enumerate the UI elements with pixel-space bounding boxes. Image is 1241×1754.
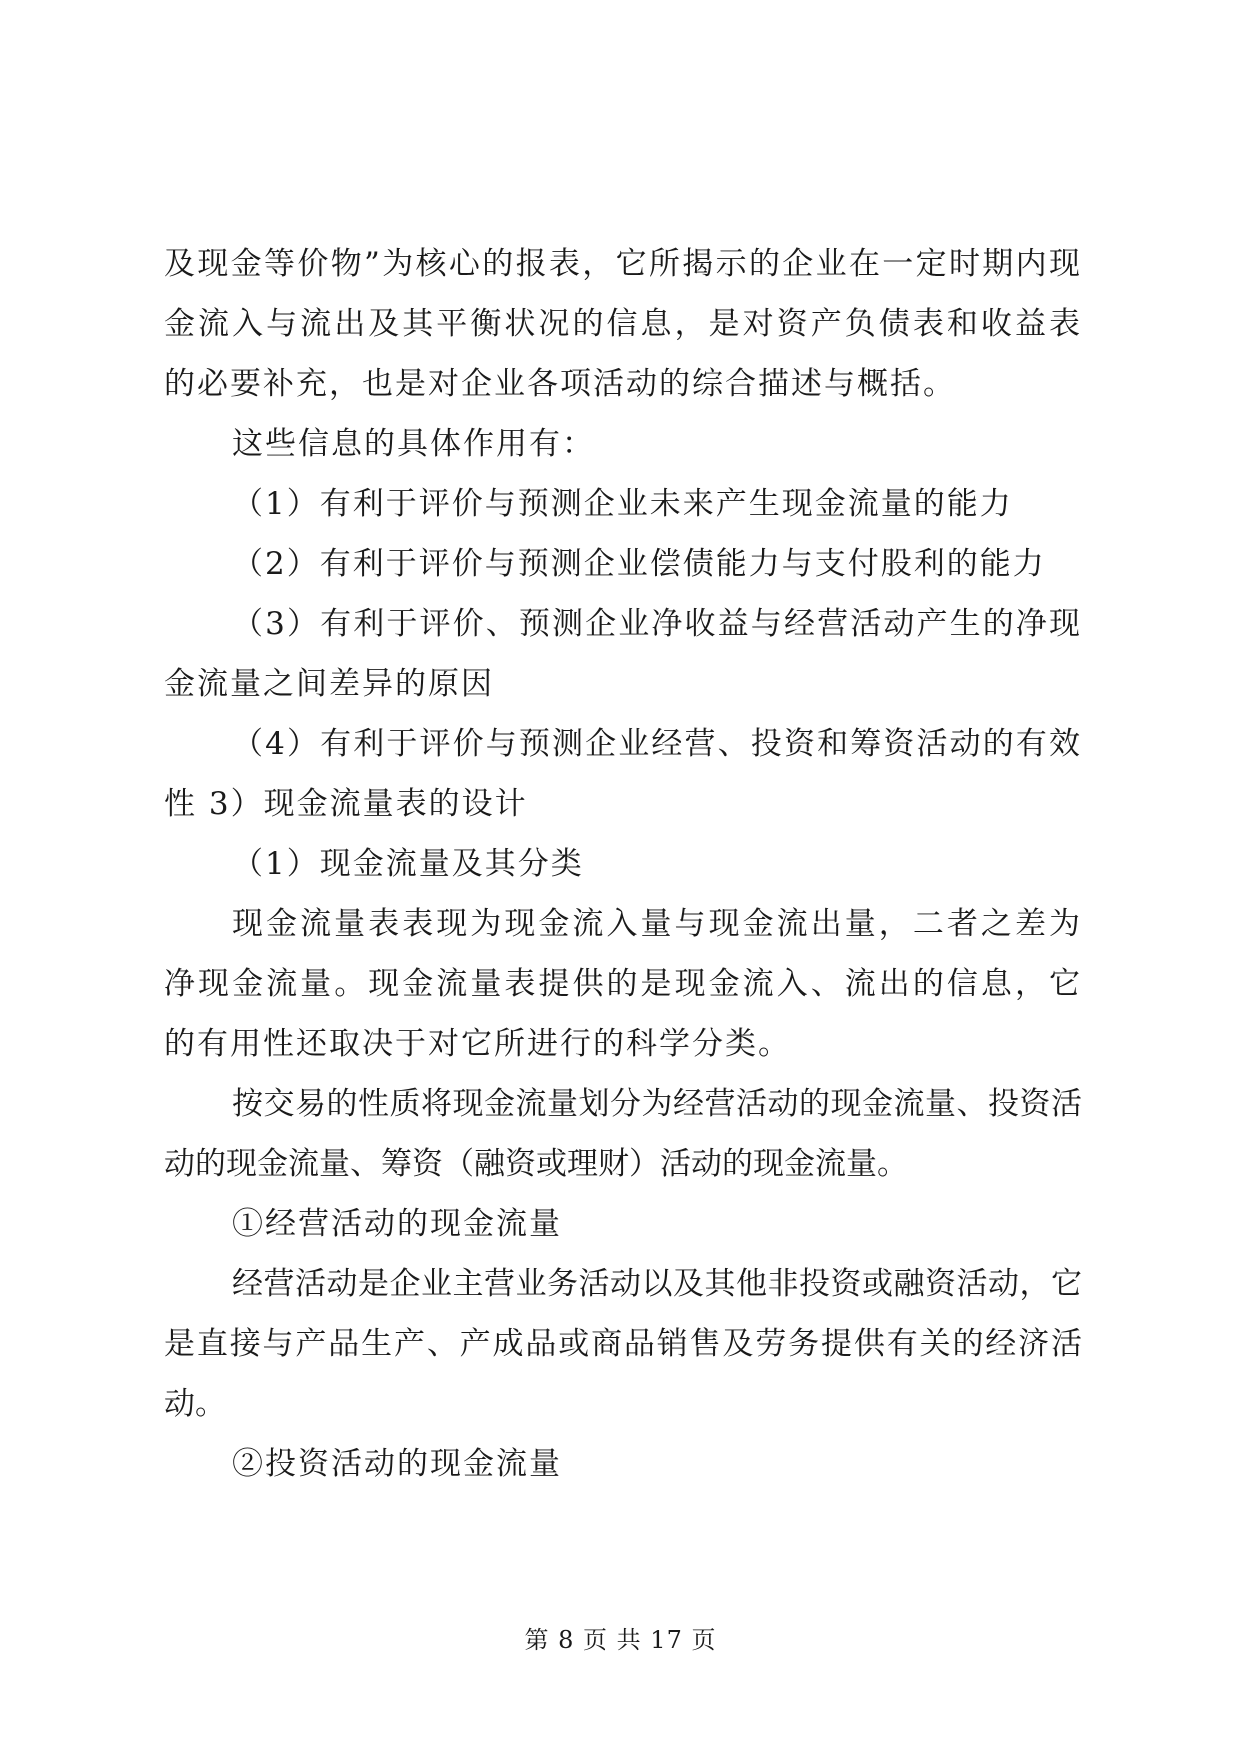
list-item-4: （4）有利于评价与预测企业经营、投资和筹资活动的有效性 3）现金流量表的设计 bbox=[164, 726, 1082, 822]
paragraph-intro: 及现金等价物”为核心的报表，它所揭示的企业在一定时期内现金流入与流出及其平衡状况的信息，是对资产负债表和收益表的必要补充，也是对企业各项活动的综合描述与概括。 bbox=[164, 246, 1082, 402]
paragraph-cash-flow-categories: 按交易的性质将现金流量划分为经营活动的现金流量、投资活动的现金流量、筹资（融资或理财）活动的现金流量。 bbox=[164, 1086, 1082, 1182]
paragraph-info-uses: 这些信息的具体作用有： bbox=[232, 426, 595, 462]
paragraph-net-cash-flow: 现金流量表表现为现金流入量与现金流出量，二者之差为净现金流量。现金流量表提供的是现金流入、流出的信息，它的有用性还取决于对它所进行的科学分类。 bbox=[164, 906, 1082, 1062]
section-heading-classification: （1）现金流量及其分类 bbox=[232, 846, 584, 882]
list-item-1: （1）有利于评价与预测企业未来产生现金流量的能力 bbox=[232, 486, 1013, 522]
document-body bbox=[164, 234, 1082, 1494]
list-item-2: （2）有利于评价与预测企业偿债能力与支付股利的能力 bbox=[232, 546, 1046, 582]
page-footer: 第 8 页 共 17 页 bbox=[524, 1626, 717, 1654]
subheading-operating-activities: ①经营活动的现金流量 bbox=[232, 1206, 562, 1242]
list-item-3: （3）有利于评价、预测企业净收益与经营活动产生的净现金流量之间差异的原因 bbox=[164, 606, 1082, 702]
paragraph-operating-activities: 经营活动是企业主营业务活动以及其他非投资或融资活动，它是直接与产品生产、产成品或商品销售及劳务提供有关的经济活动。 bbox=[164, 1266, 1082, 1422]
subheading-investing-activities: ②投资活动的现金流量 bbox=[232, 1446, 562, 1482]
